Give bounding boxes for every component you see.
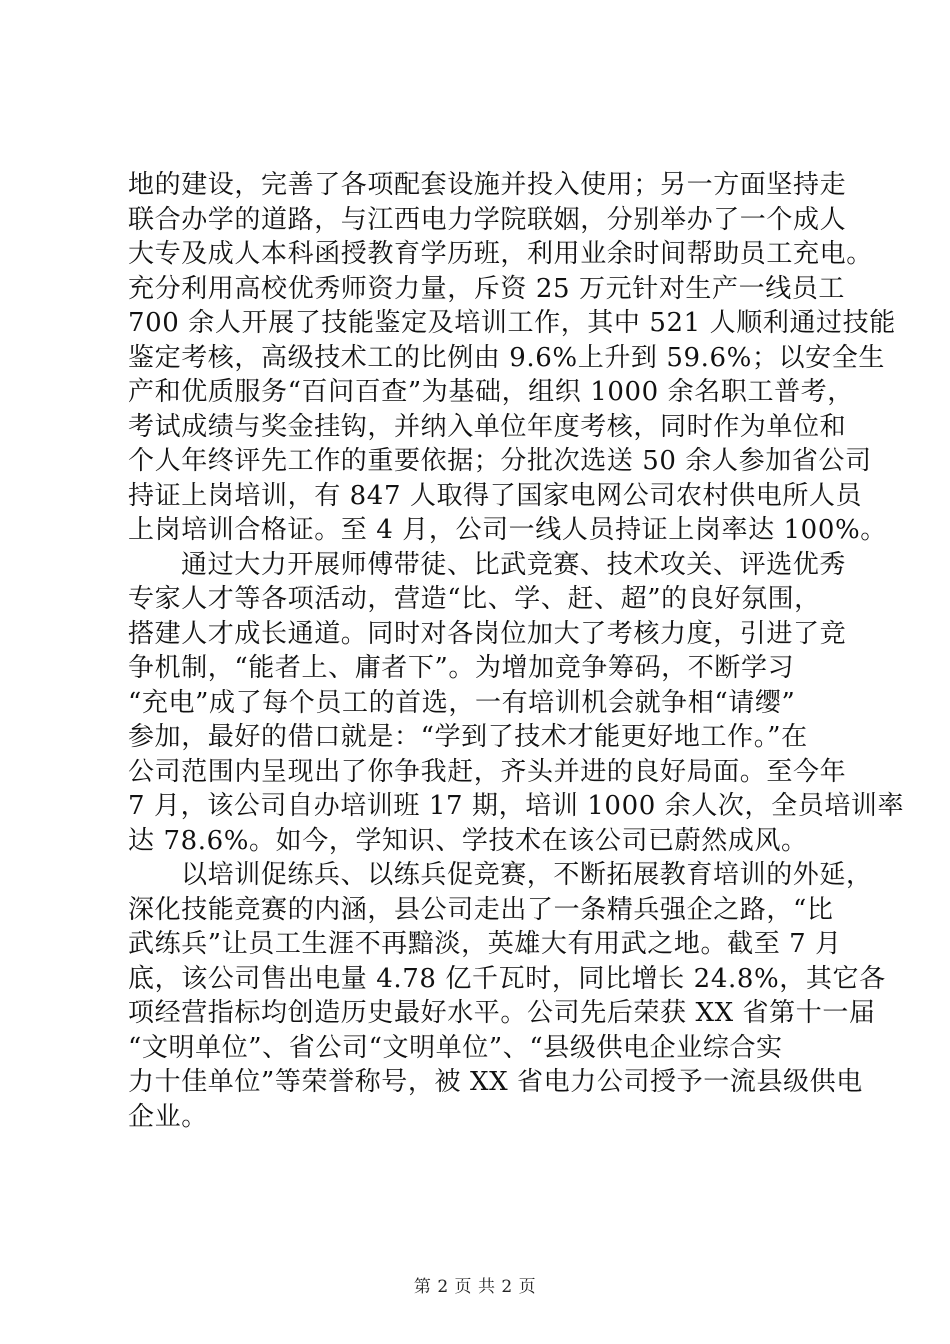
text-line: 700 余人开展了技能鉴定及培训工作，其中 521 人顺利通过技能: [128, 308, 896, 338]
text-line: 持证上岗培训，有 847 人取得了国家电网公司农村供电所人员: [128, 480, 863, 511]
text-line: 鉴定考核，高级技术工的比例由 9.6%上升到 59.6%；以安全生: [128, 342, 885, 373]
text-line: 产和优质服务“百问百查”为基础，组织 1000 余名职工普考，: [128, 377, 854, 407]
paragraph-start-line: 通过大力开展师傅带徒、比武竞赛、技术攻关、评选优秀: [181, 549, 847, 580]
text-line: “文明单位”、省公司“文明单位”、“县级供电企业综合实: [128, 1032, 783, 1063]
page-number-footer: 第 2 页 共 2 页: [413, 1277, 537, 1297]
text-line: 考试成绩与奖金挂钩，并纳入单位年度考核，同时作为单位和: [128, 411, 847, 442]
text-line: 地的建设，完善了各项配套设施并投入使用；另一方面坚持走: [128, 170, 847, 200]
body-text: [128, 168, 905, 1134]
text-line: 参加，最好的借口就是：“学到了技术才能更好地工作。”在: [128, 722, 808, 752]
text-line: 武练兵”让员工生涯不再黯淡，英雄大有用武之地。截至 7 月: [128, 929, 842, 959]
text-line: 达 78.6%。如今，学知识、学技术在该公司已蔚然成风。: [128, 825, 808, 856]
text-line: “充电”成了每个员工的首选，一有培训机会就争相“请缨”: [128, 687, 796, 718]
text-line: 公司范围内呈现出了你争我赶，齐头并进的良好局面。至今年: [128, 756, 847, 787]
text-line: 争机制，“能者上、庸者下”。为增加竞争筹码，不断学习: [128, 653, 795, 683]
text-line: 搭建人才成长通道。同时对各岗位加大了考核力度，引进了竞: [128, 618, 847, 649]
text-line: 企业。: [128, 1101, 208, 1132]
text-line: 联合办学的道路，与江西电力学院联姻，分别举办了一个成人: [128, 204, 847, 235]
text-line: 个人年终评先工作的重要依据；分批次选送 50 余人参加省公司: [128, 446, 872, 476]
paragraph-start-line: 以培训促练兵、以练兵促竞赛，不断拓展教育培训的外延，: [181, 860, 873, 890]
text-line: 专家人才等各项活动，营造“比、学、赶、超”的良好氛围，: [128, 584, 821, 614]
text-line: 力十佳单位”等荣誉称号，被 XX 省电力公司授予一流县级供电: [128, 1067, 863, 1097]
text-line: 深化技能竞赛的内涵，县公司走出了一条精兵强企之路，“比: [128, 894, 834, 925]
text-line: 充分利用高校优秀师资力量，斥资 25 万元针对生产一线员工: [128, 273, 846, 304]
text-line: 项经营指标均创造历史最好水平。公司先后荣获 XX 省第十一届: [128, 998, 876, 1028]
text-line: 上岗培训合格证。至 4 月，公司一线人员持证上岗率达 100%。: [128, 515, 887, 545]
text-line: 7 月，该公司自办培训班 17 期，培训 1000 余人次，全员培训率: [128, 791, 905, 821]
text-line: 底，该公司售出电量 4.78 亿千瓦时，同比增长 24.8%，其它各: [128, 963, 886, 994]
text-line: 大专及成人本科函授教育学历班，利用业余时间帮助员工充电。: [128, 239, 873, 269]
